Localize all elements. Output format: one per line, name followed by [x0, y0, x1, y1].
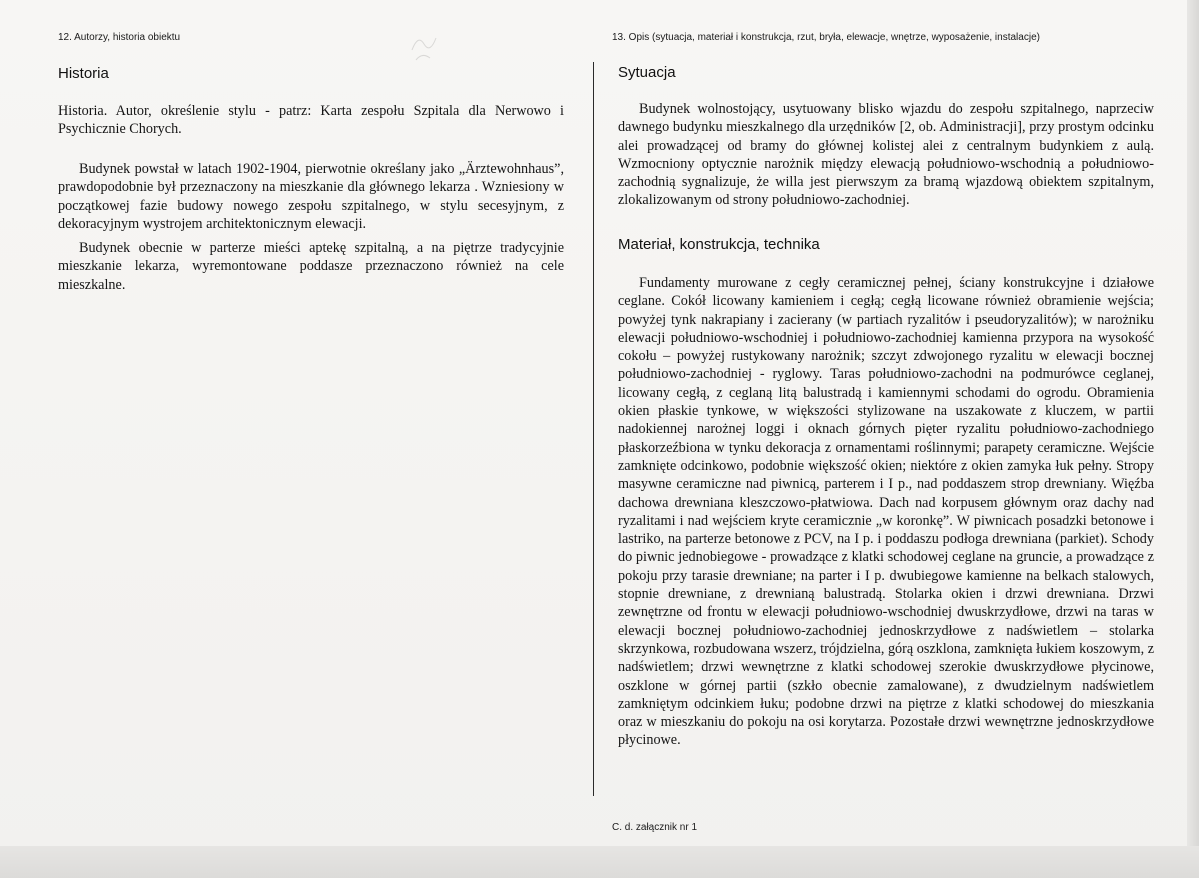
history-paragraph-3: Budynek obecnie w parterze mieści aptekę szpitalną, a na piętrze tradycyjnie mieszkanie lekarza, wyremontowane poddasze przeznaczono również na cele mieszkalne. — [58, 240, 564, 293]
material-section-title: Materiał, konstrukcja, technika — [618, 236, 820, 253]
column-divider — [593, 62, 594, 796]
situation-section-title: Sytuacja — [618, 64, 676, 81]
continuation-footer: C. d. załącznik nr 1 — [612, 822, 698, 833]
situation-paragraph: Budynek wolnostojący, usytuowany blisko wjazdu do zespołu szpitalnego, naprzeciw dawnego budynku mieszkalnego dla urzędników [2, ob. Administracji], przy prostym odcinku alei prowadzącej od bramy do głównej kolistej alei z centralnym budynkiem z aulą. Wzmocniony optycznie narożnik między elewacją południowo-wschodnią a południowo-zachodnią sygnalizuje, że willa jest pierwszym za bramą wjazdową obiektem szpitalnym, zlokalizowanym od strony południowo-zachodniej. — [618, 101, 1154, 209]
scan-edge-bottom — [0, 846, 1199, 878]
history-section-title: Historia — [58, 65, 109, 82]
scan-smudge — [408, 30, 438, 66]
material-paragraph: Fundamenty murowane z cegły ceramicznej pełnej, ściany konstrukcyjne i działowe ceglane. Cokół licowany kamieniem i cegłą; cegłą licowane również obramienie wejścia; powyżej tynk nakrapiany i zacierany (w partiach ryzalitów i pseudoryzalitów); w narożniku elewacji południowo-wschodniej i południowo-zachodniej kamienna przypora na wysokość cokołu – powyżej rustykowany narożnik; szczyt zdwojonego ryzalitu w elewacji bocznej południowo-zachodniej - ryglowy. Taras południowo-zachodni na podmurówce ceglanej, licowany cegłą, z ceglaną litą balustradą i kamiennymi schodami do ogrodu. Obramienia okien płaskie tynkowe, w większości stylizowane na uszakowate z kluczem, w partii nadokiennej narożnej loggi i oknach górnych pięter ryzalitu południowo-zachodniego płaskorzeźbiona w tynku dekoracja z ornamentami roślinnymi; parapety ceramiczne. Wejście zamknięte odcinkowo, podobnie większość okien; niektóre z okien zamyka łuk pełny. Stropy masywne ceramiczne nad piwnicą, parterem i I p., nad poddaszem strop drewniany. Więźba dachowa drewniana kleszczowo-płatwiowa. Dach nad korpusem głównym oraz dachy nad ryzalitami i nad wejściem kryte ceramicznie „w koronkę”. W piwnicach posadzki betonowe i lastriko, na parterze betonowe z PCV, na I p. i poddaszu podłoga drewniana (parkiet). Schody do piwnic jednobiegowe - prowadzące z klatki schodowej ceglane na gruncie, a prowadzące z pokoju przy tarasie drewniane; na parter i I p. dwubiegowe kamienne na belkach stalowych, stopnie drewniane, z drewnianą balustradą. Stolarka okien i drzwi drewniana. Drzwi zewnętrzne od frontu w elewacji południowo-wschodniej dwuskrzydłowe, drzwi na taras w elewacji bocznej południowo-zachodniej jednoskrzydłowe z nadświetlem – stolarka skrzynkowa, rozbudowana wszerz, trójdzielna, górą oszklona, zamknięta łukiem koszowym, z nadświetlem; drzwi wewnętrzne z klatki schodowej szerokie dwuskrzydłowe płycinowe, oszklone w górnej partii (szkło obecnie zamalowane), z dwudzielnym nadświetlem zamkniętym odcinkiem łuku; podobne drzwi na piętrze z klatki schodowej do mieszkania oraz w mieszkaniu do pokoju na osi korytarza. Pozostałe drzwi wewnętrzne jednoskrzydłowe płycinowe. — [618, 275, 1154, 749]
right-column-header: 13. Opis (sytuacja, materiał i konstrukcja, rzut, bryła, elewacje, wnętrze, wyposażenie, instalacje) — [612, 32, 1040, 43]
history-paragraph-1: Historia. Autor, określenie stylu - patrz: Karta zespołu Szpitala dla Nerwowo i Psychicznie Chorych. — [58, 103, 564, 138]
history-paragraph-2: Budynek powstał w latach 1902-1904, pierwotnie określany jako „Ärztewohnhaus”, prawdopodobnie był przeznaczony na mieszkanie dla głównego lekarza . Wzniesiony w początkowej fazie budowy nowego zespołu szpitalnego, w stylu secesyjnym, z dekoracyjnym wystrojem architektonicznym elewacji. — [58, 161, 564, 232]
left-column-header: 12. Autorzy, historia obiektu — [58, 32, 181, 43]
scan-edge-right — [1187, 0, 1199, 878]
